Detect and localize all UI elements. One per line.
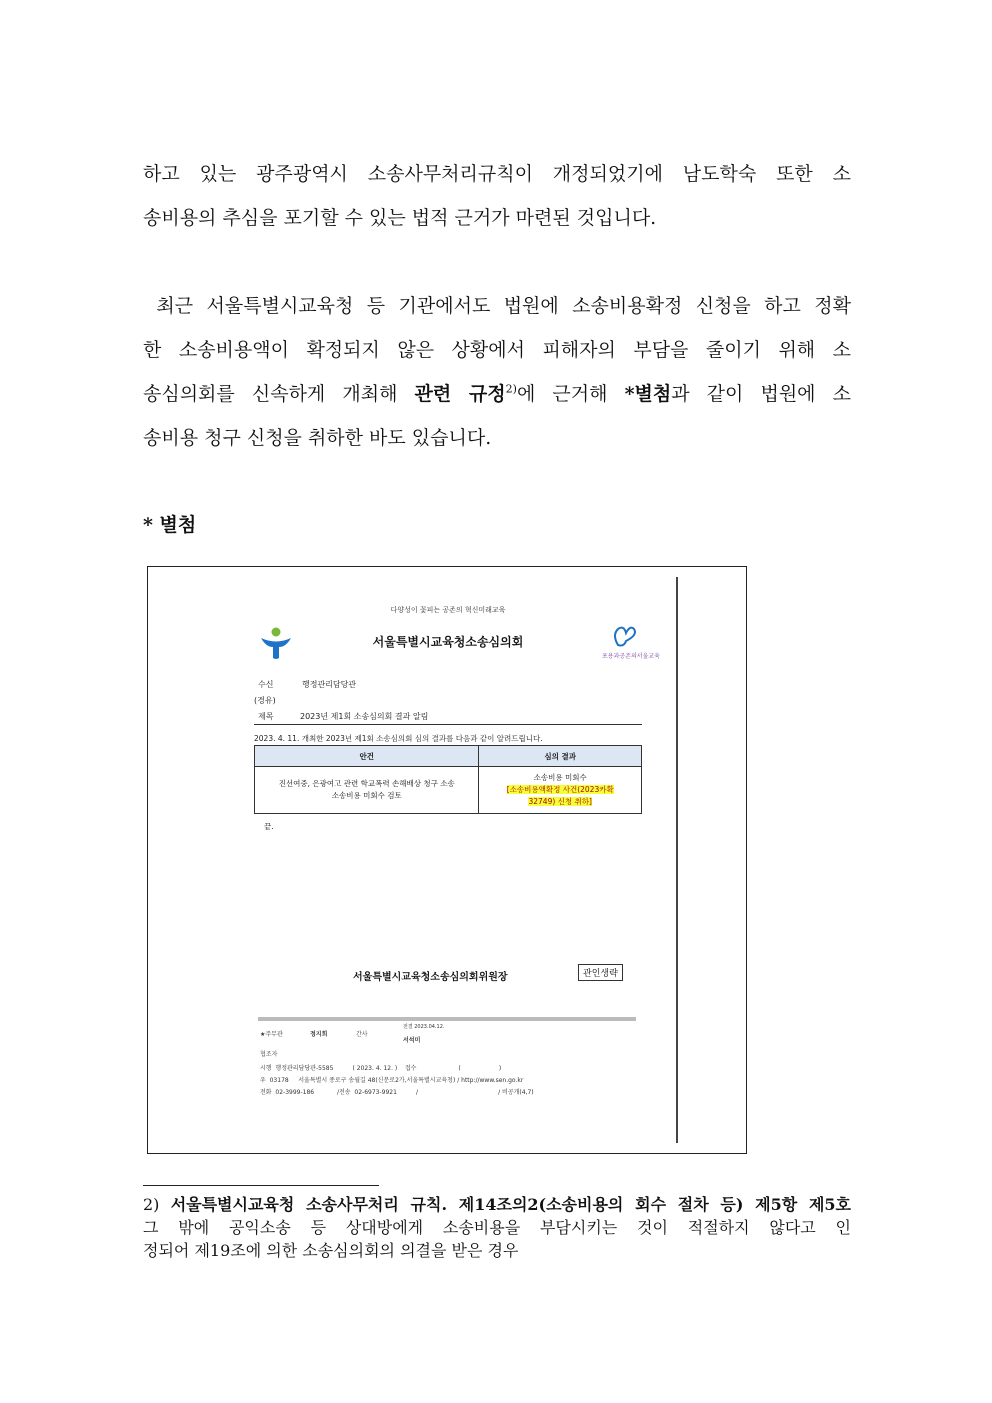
footnote [143, 1193, 851, 1262]
paragraph-2 [143, 284, 851, 460]
paragraph-1-line-1: 하고 있는 광주광역시 소송사무처리규칙이 개정되었기에 남도학숙 또한 소 [143, 163, 851, 185]
subject-rule [254, 724, 642, 725]
result-highlight-1: [소송비용액확정 사건(2023카확 [506, 785, 614, 794]
text-run: 과 같이 법원에 소 [671, 383, 851, 405]
footnote-number: 2) [143, 1195, 171, 1214]
attachment-image [147, 566, 747, 1154]
result-table [254, 745, 642, 814]
text-run: 송심의회를 신속하게 개최해 [143, 383, 415, 405]
attachment-ref: *별첨 [624, 383, 672, 405]
attachment-heading: * 별첨 [143, 514, 197, 536]
result-line-1: 소송비용 미회수 [533, 773, 587, 782]
approval-date: 전결 2023.04.12. [403, 1024, 445, 1030]
role-secretary: 간사 [356, 1031, 368, 1038]
footnote-ref[interactable]: 2) [505, 382, 517, 396]
footnote-rule [143, 1185, 379, 1186]
result-cell [479, 767, 642, 814]
cooperator-label: 협조자 [260, 1051, 278, 1058]
secretary-name: 서석미 [403, 1037, 421, 1044]
footer-bar [258, 1017, 636, 1021]
end-mark: 끝. [264, 822, 274, 831]
subject-value: 2023년 제1회 소송심의회 결과 알림 [300, 712, 429, 721]
paragraph-2-line-1: 최근 서울특별시교육청 등 기관에서도 법원에 소송비용확정 신청을 하고 정확 [143, 295, 851, 317]
paragraph-2-line-2: 한 소송비용액이 확정되지 않은 상황에서 피해자의 부담을 줄이기 위해 소 [143, 339, 851, 361]
footnote-line-1 [143, 1193, 851, 1216]
header-agenda: 안건 [255, 746, 479, 767]
officer-name: 정지희 [310, 1031, 328, 1038]
result-highlight-2: 32749) 신청 취하] [528, 797, 592, 806]
document-title: 서울특별시교육청소송심의회 [372, 635, 524, 649]
related-rule-text: 관련 규정 [414, 383, 506, 405]
via-label: (경유) [254, 696, 276, 705]
execution-line: 시행 행정관리담당관-5585 ( 2023. 4. 12. ) 접수 ( ) [260, 1065, 502, 1072]
table-header-row [255, 746, 642, 767]
recipient-label: 수신 [258, 680, 274, 689]
slogan: 다양성이 꽃피는 공존의 혁신미래교육 [390, 606, 506, 614]
recipient-value: 행정관리담당관 [302, 680, 357, 689]
paragraph-2-line-4: 송비용 청구 신청을 취하한 바도 있습니다. [143, 427, 492, 449]
slogan-logo-icon [602, 623, 660, 663]
logo-caption: 포용과공존의서울교육 [602, 653, 660, 660]
agenda-line-2: 소송비용 미회수 검토 [331, 791, 402, 800]
lead-text: 2023. 4. 11. 개최한 2023년 제1회 소송심의회 심의 결과를 다음과 같이 알려드립니다. [254, 734, 543, 743]
paragraph-2-line-3 [143, 372, 851, 416]
footnote-citation: 서울특별시교육청 소송사무처리 규칙. 제14조의2(소송비용의 회수 절차 등) 제5항 제5호 [170, 1195, 851, 1214]
paragraph-1-line-2: 송비용의 추심을 포기할 수 있는 법적 근거가 마련된 것입니다. [143, 207, 657, 229]
address-line: 우 03178 서울특별시 종로구 송월길 48(신문로2가,서울특별시교육청) / http://www.sen.go.kr [260, 1077, 524, 1084]
header-result: 심의 결과 [479, 746, 642, 767]
footnote-line-2: 그 밖에 공익소송 등 상대방에게 소송비용을 부담시키는 것이 적절하지 않다고 인 [143, 1218, 851, 1237]
role-officer: ★주무관 [260, 1031, 283, 1038]
paragraph-1 [143, 152, 851, 240]
footnote-line-3: 정되어 제19조에 의한 소송심의회의 의결을 받은 경우 [143, 1241, 519, 1260]
recipient-row [258, 679, 356, 690]
table-row [255, 767, 642, 814]
phone-line: 전화 02-3999-186 /전송 02-6973-9921 / / 비공개(4,7) [260, 1089, 534, 1096]
scroll-divider [676, 577, 678, 1143]
seal-omitted-stamp: 관인생략 [578, 964, 623, 981]
agenda-line-1: 진선여중, 은광여고 관련 학교폭력 손해배상 청구 소송 [278, 779, 455, 788]
chair-signature: 서울특별시교육청소송심의회위원장 [353, 972, 508, 983]
agenda-cell [255, 767, 479, 814]
text-run: 에 근거해 [516, 383, 625, 405]
subject-label: 제목 [258, 712, 274, 721]
subject-row [258, 711, 428, 722]
